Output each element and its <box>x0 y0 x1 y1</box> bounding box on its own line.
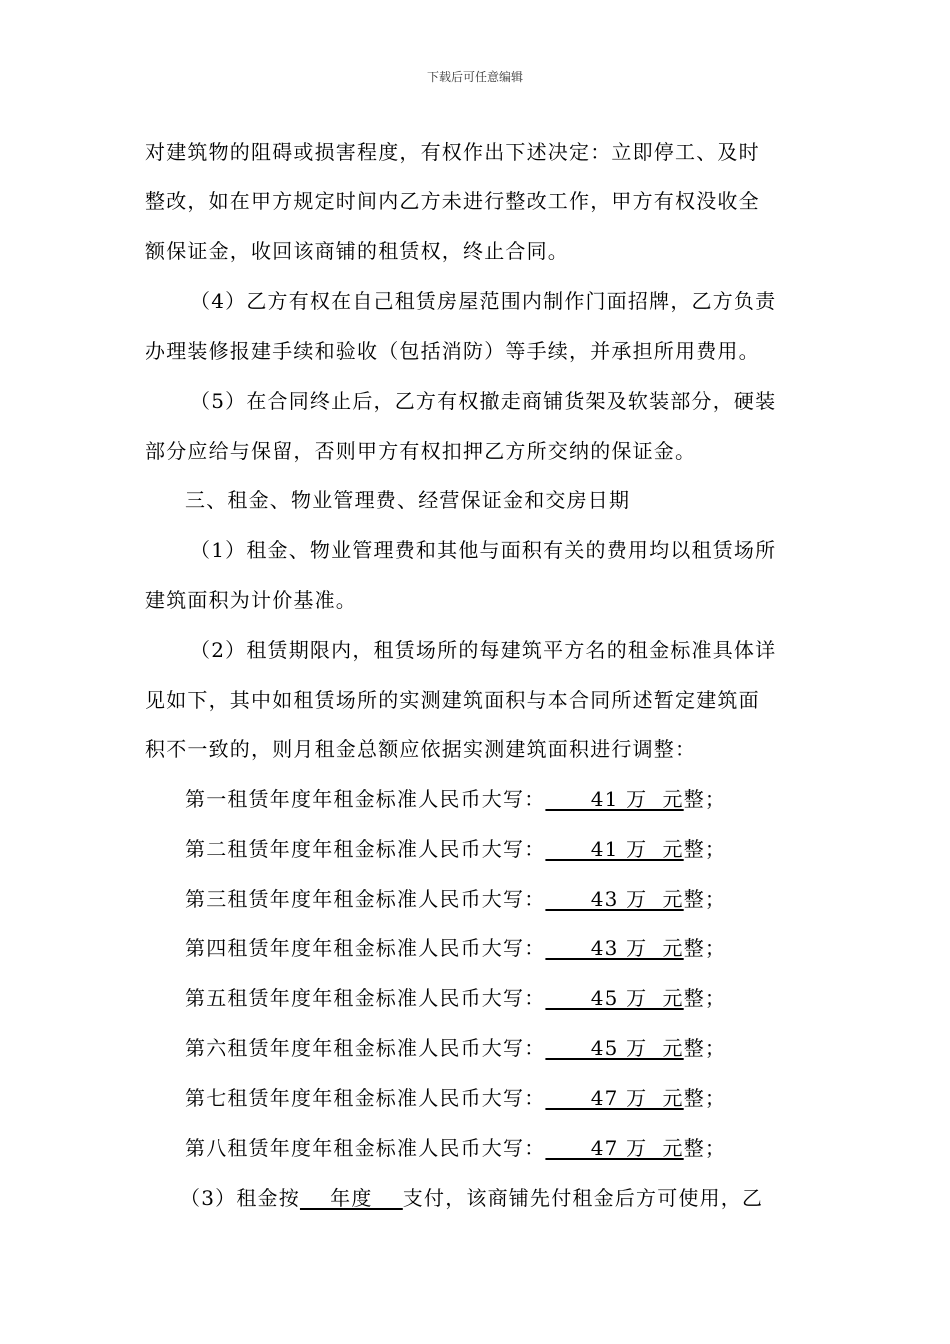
paragraph-line: 见如下，其中如租赁场所的实测建筑面积与本合同所述暂定建筑面 <box>145 688 760 712</box>
paragraph-line: 对建筑物的阻碍或损害程度，有权作出下述决定：立即停工、及时 <box>145 140 760 164</box>
rent-line <box>185 984 726 1012</box>
paragraph-line: 部分应给与保留，否则甲方有权扣押乙方所交纳的保证金。 <box>145 439 697 463</box>
paragraph-line: （1）租金、物业管理费和其他与面积有关的费用均以租赁场所 <box>190 538 777 562</box>
rent-label: 第五租赁年度年租金标准人民币大写： <box>185 986 546 1010</box>
rent-amount: 45 万 元 <box>545 986 684 1010</box>
rent-tail: 整； <box>683 1136 727 1160</box>
paragraph-line: 整改，如在甲方规定时间内乙方未进行整改工作，甲方有权没收全 <box>145 189 760 213</box>
rent-line <box>185 1034 726 1062</box>
rent-label: 第二租赁年度年租金标准人民币大写： <box>185 837 546 861</box>
rent-amount: 41 万 元 <box>545 787 684 811</box>
paragraph-line: （5）在合同终止后，乙方有权撤走商铺货架及软装部分，硬装 <box>190 389 777 413</box>
rent-amount: 41 万 元 <box>545 837 684 861</box>
payment-prefix: （3）租金按 <box>180 1186 300 1210</box>
rent-amount: 43 万 元 <box>545 887 684 911</box>
rent-tail: 整； <box>683 936 727 960</box>
rent-tail: 整； <box>683 1086 727 1110</box>
rent-tail: 整； <box>683 887 727 911</box>
rent-label: 第四租赁年度年租金标准人民币大写： <box>185 936 546 960</box>
rent-line <box>185 1084 726 1112</box>
rent-label: 第八租赁年度年租金标准人民币大写： <box>185 1136 546 1160</box>
payment-suffix: 支付，该商铺先付租金后方可使用，乙 <box>402 1186 764 1210</box>
rent-amount: 43 万 元 <box>545 936 684 960</box>
page-header: 下载后可任意编辑 <box>426 70 523 84</box>
rent-label: 第六租赁年度年租金标准人民币大写： <box>185 1036 546 1060</box>
rent-line <box>185 934 726 962</box>
rent-label: 第三租赁年度年租金标准人民币大写： <box>185 887 546 911</box>
rent-amount: 45 万 元 <box>545 1036 684 1060</box>
rent-line <box>185 835 726 863</box>
rent-tail: 整； <box>683 837 727 861</box>
rent-line <box>185 785 726 813</box>
rent-tail: 整； <box>683 1036 727 1060</box>
paragraph-line: 额保证金，收回该商铺的租赁权，终止合同。 <box>145 239 569 263</box>
rent-label: 第一租赁年度年租金标准人民币大写： <box>185 787 546 811</box>
rent-tail: 整； <box>683 787 727 811</box>
section-heading: 三、租金、物业管理费、经营保证金和交房日期 <box>185 488 631 512</box>
rent-amount: 47 万 元 <box>545 1086 684 1110</box>
rent-line <box>185 885 726 913</box>
rent-label: 第七租赁年度年租金标准人民币大写： <box>185 1086 546 1110</box>
rent-line <box>185 1134 726 1162</box>
paragraph-line: 办理装修报建手续和验收（包括消防）等手续，并承担所用费用。 <box>145 339 760 363</box>
paragraph-line: （2）租赁期限内，租赁场所的每建筑平方名的租金标准具体详 <box>190 638 777 662</box>
paragraph-line: 积不一致的，则月租金总额应依据实测建筑面积进行调整： <box>145 737 697 761</box>
payment-period-blank: 年度 <box>299 1186 403 1210</box>
paragraph-line: （4）乙方有权在自己租赁房屋范围内制作门面招牌，乙方负责 <box>190 289 777 313</box>
paragraph-line <box>180 1184 763 1212</box>
paragraph-line: 建筑面积为计价基准。 <box>145 588 357 612</box>
rent-tail: 整； <box>683 986 727 1010</box>
rent-amount: 47 万 元 <box>545 1136 684 1160</box>
